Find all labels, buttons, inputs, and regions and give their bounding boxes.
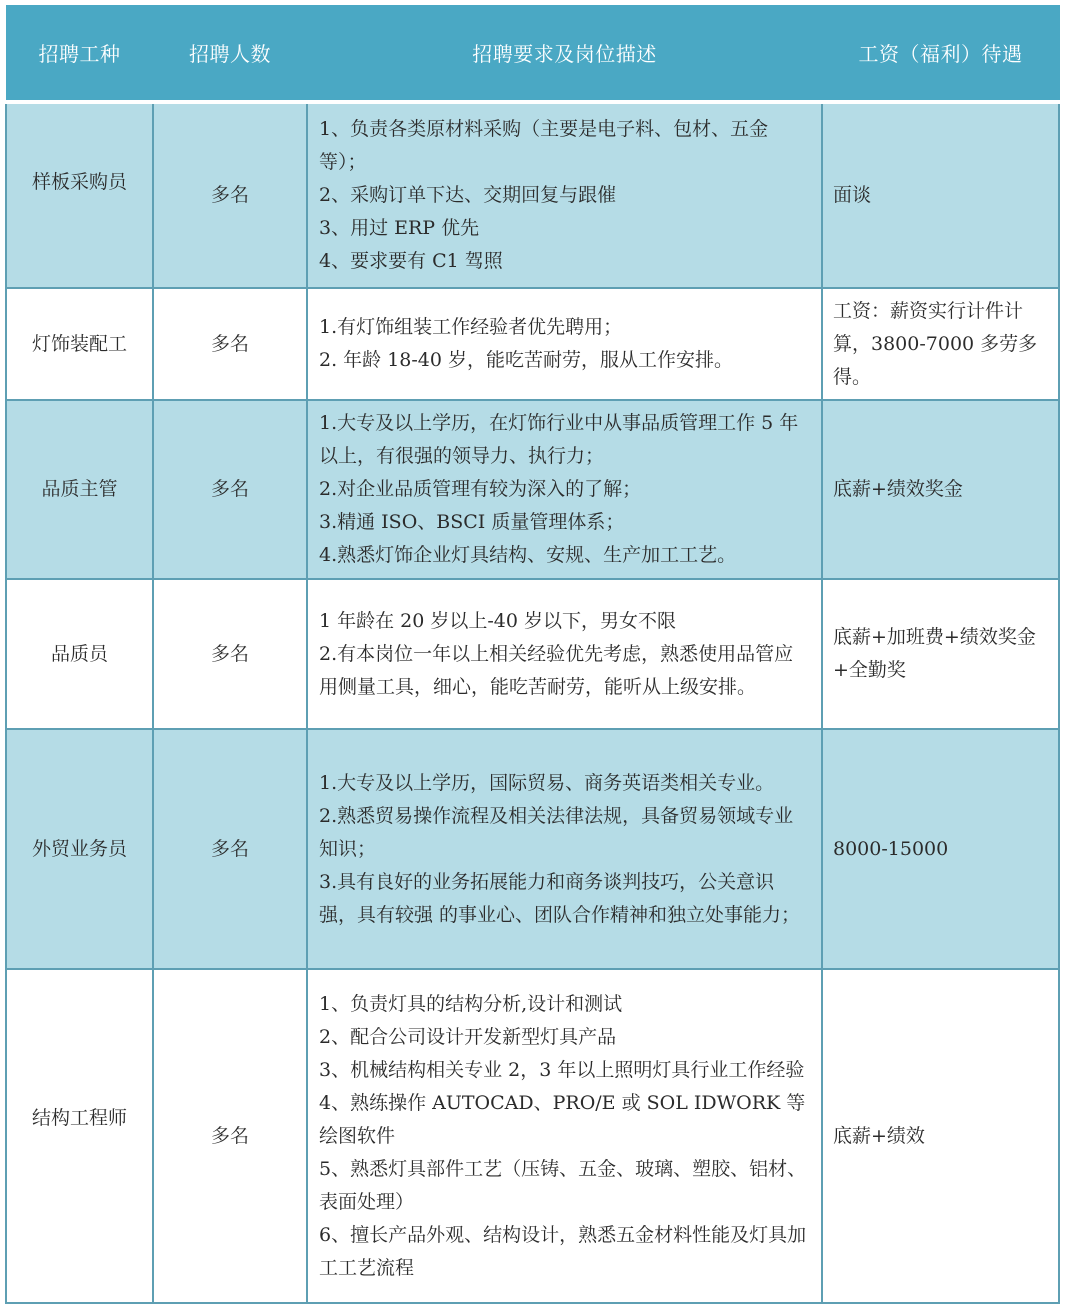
requirement-item: 3.具有良好的业务拓展能力和商务谈判技巧，公关意识强，具有较强 的事业心、团队合作精神和独立处事能力； [319,870,801,926]
salary-cell: 底薪+绩效奖金 [822,400,1059,579]
requirements-cell [307,579,822,729]
job-title-cell: 样板采购员 [6,102,153,288]
requirement-item: 4、熟练操作 AUTOCAD、PRO/E 或 SOL IDWORK 等绘图软件 [319,1091,806,1147]
requirements-cell [307,102,822,288]
table-row [6,969,1059,1303]
recruitment-table [5,5,1060,1304]
requirements-cell [307,969,822,1303]
headcount-cell: 多名 [153,102,307,288]
requirements-cell [307,288,822,400]
requirement-item: 3.精通 ISO、BSCI 质量管理体系； [319,511,625,533]
requirement-item: 1.大专及以上学历，国际贸易、商务英语类相关专业。 [319,771,775,794]
requirement-item: 5、熟悉灯具部件工艺（压铸、五金、玻璃、塑胶、铝材、表面处理） [319,1157,807,1213]
requirement-item: 4、要求要有 C1 驾照 [319,250,503,272]
requirements-cell [307,400,822,579]
table-body [6,102,1059,1303]
requirement-item: 1.大专及以上学历，在灯饰行业中从事品质管理工作 5 年以上，有很强的领导力、执行力； [319,412,799,467]
job-title-cell: 结构工程师 [6,969,153,1303]
headcount-cell: 多名 [153,969,307,1303]
headcount-cell: 多名 [153,288,307,400]
headcount-cell: 多名 [153,729,307,969]
job-title-cell: 品质员 [6,579,153,729]
salary-cell: 底薪+加班费+绩效奖金+全勤奖 [822,579,1059,729]
requirement-item: 2.对企业品质管理有较为深入的了解； [319,478,642,500]
salary-cell: 面谈 [822,102,1059,288]
table-row [6,288,1059,400]
salary-cell: 8000-15000 [822,729,1059,969]
job-title-cell: 灯饰装配工 [6,288,153,400]
salary-cell: 底薪+绩效 [822,969,1059,1303]
requirement-item: 1 年龄在 20 岁以上-40 岁以下，男女不限 [319,609,677,632]
requirement-item: 6、擅长产品外观、结构设计，熟悉五金材料性能及灯具加工工艺流程 [319,1223,807,1279]
requirement-item: 2、采购订单下达、交期回复与跟催 [319,184,617,206]
table-row [6,579,1059,729]
requirement-item: 2. 年龄 18-40 岁，能吃苦耐劳，服从工作安排。 [319,349,734,371]
table-header [6,5,1059,102]
headcount-cell: 多名 [153,400,307,579]
header-row [6,5,1059,102]
requirement-item: 1、负责灯具的结构分析,设计和测试 [319,992,623,1015]
salary-cell: 工资：薪资实行计件计算，3800-7000 多劳多得。 [822,288,1059,400]
requirement-item: 2.熟悉贸易操作流程及相关法律法规，具备贸易领域专业知识； [319,804,794,860]
job-title-cell: 品质主管 [6,400,153,579]
header-headcount: 招聘人数 [153,5,307,102]
requirement-item: 3、用过 ERP 优先 [319,217,480,239]
headcount-cell: 多名 [153,579,307,729]
header-requirements: 招聘要求及岗位描述 [307,5,822,102]
requirement-item: 4.熟悉灯饰企业灯具结构、安规、生产加工工艺。 [319,544,737,566]
table-row [6,400,1059,579]
requirement-item: 2、配合公司设计开发新型灯具产品 [319,1025,617,1048]
requirement-item: 1、负责各类原材料采购（主要是电子料、包材、五金等）； [319,118,769,173]
requirement-item: 1.有灯饰组装工作经验者优先聘用； [319,316,623,338]
table-row [6,102,1059,288]
job-title-cell: 外贸业务员 [6,729,153,969]
recruitment-table-container [5,5,1058,1304]
requirements-cell [307,729,822,969]
header-job-type: 招聘工种 [6,5,153,102]
table-row [6,729,1059,969]
header-salary: 工资（福利）待遇 [822,5,1059,102]
requirement-item: 3、机械结构相关专业 2，3 年以上照明灯具行业工作经验 [319,1058,805,1081]
requirement-item: 2.有本岗位一年以上相关经验优先考虑，熟悉使用品管应用侧量工具，细心，能吃苦耐劳，能听从上级安排。 [319,642,794,698]
